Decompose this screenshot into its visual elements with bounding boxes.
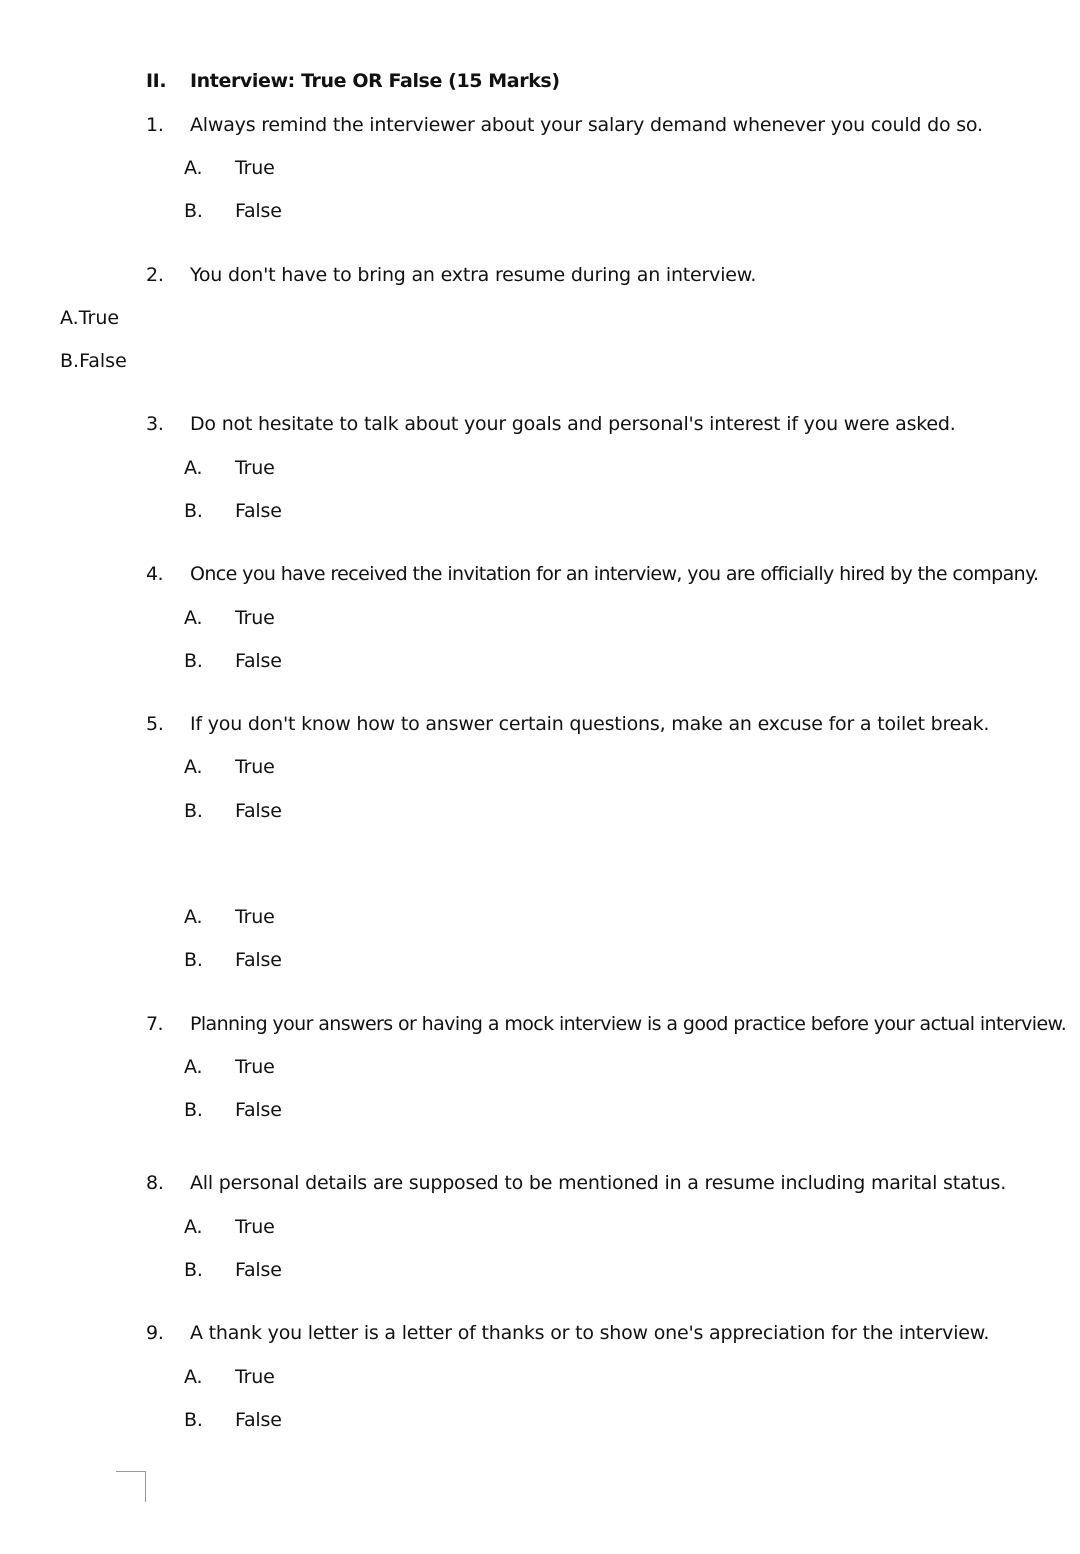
option-letter: B.	[184, 650, 203, 672]
option-letter: A.	[184, 457, 203, 479]
question-number: 2.	[146, 264, 164, 286]
option-letter: A.	[184, 157, 203, 179]
question-text: You don't have to bring an extra resume during an interview.	[190, 264, 757, 286]
option-letter: B.	[184, 949, 203, 971]
option-text: False	[235, 1409, 282, 1431]
question-number: 3.	[146, 413, 164, 435]
option-letter: B.	[184, 500, 203, 522]
option-text: True	[235, 607, 275, 629]
question-number: 1.	[146, 114, 164, 136]
option-text: True	[235, 157, 275, 179]
option-text: True	[235, 1366, 275, 1388]
question-number: 4.	[146, 563, 163, 585]
question-text: Once you have received the invitation for an interview, you are officially hired by the company.	[190, 563, 1039, 585]
option-text: False	[235, 200, 282, 222]
option-letter: A.	[184, 1216, 203, 1238]
option-text: True	[235, 1056, 275, 1078]
section-title: Interview: True OR False (15 Marks)	[190, 70, 560, 92]
question-text: Always remind the interviewer about your salary demand whenever you could do so.	[190, 114, 983, 136]
option-letter: B.	[184, 800, 203, 822]
option-text: True	[235, 1216, 275, 1238]
option-letter: A.	[184, 607, 203, 629]
page-corner-mark	[116, 1471, 146, 1502]
option-a-unaligned: A.True	[60, 307, 120, 329]
option-letter: B.	[184, 200, 203, 222]
option-letter: A.	[184, 756, 203, 778]
option-text: True	[235, 756, 275, 778]
option-text: False	[235, 1259, 282, 1281]
option-text: True	[235, 457, 275, 479]
option-letter: A.	[184, 1366, 203, 1388]
option-letter: B.	[184, 1409, 203, 1431]
question-number: 5.	[146, 713, 164, 735]
question-text: Do not hesitate to talk about your goals and personal's interest if you were asked.	[190, 413, 956, 435]
question-number: 8.	[146, 1172, 164, 1194]
option-text: False	[235, 800, 282, 822]
option-text: False	[235, 1099, 282, 1121]
option-text: False	[235, 949, 282, 971]
question-text: Planning your answers or having a mock interview is a good practice before your actual interview.	[190, 1013, 1067, 1035]
option-b-unaligned: B.False	[60, 350, 127, 372]
option-letter: A.	[184, 1056, 203, 1078]
question-text: All personal details are supposed to be mentioned in a resume including marital status.	[190, 1172, 1007, 1194]
question-text: A thank you letter is a letter of thanks or to show one's appreciation for the interview.	[190, 1322, 990, 1344]
option-text: True	[235, 906, 275, 928]
option-text: False	[235, 650, 282, 672]
option-text: False	[235, 500, 282, 522]
section-number: II.	[146, 70, 167, 92]
option-letter: B.	[184, 1099, 203, 1121]
question-number: 7.	[146, 1013, 163, 1035]
question-text: If you don't know how to answer certain questions, make an excuse for a toilet break.	[190, 713, 990, 735]
question-number: 9.	[146, 1322, 164, 1344]
option-letter: B.	[184, 1259, 203, 1281]
option-letter: A.	[184, 906, 203, 928]
